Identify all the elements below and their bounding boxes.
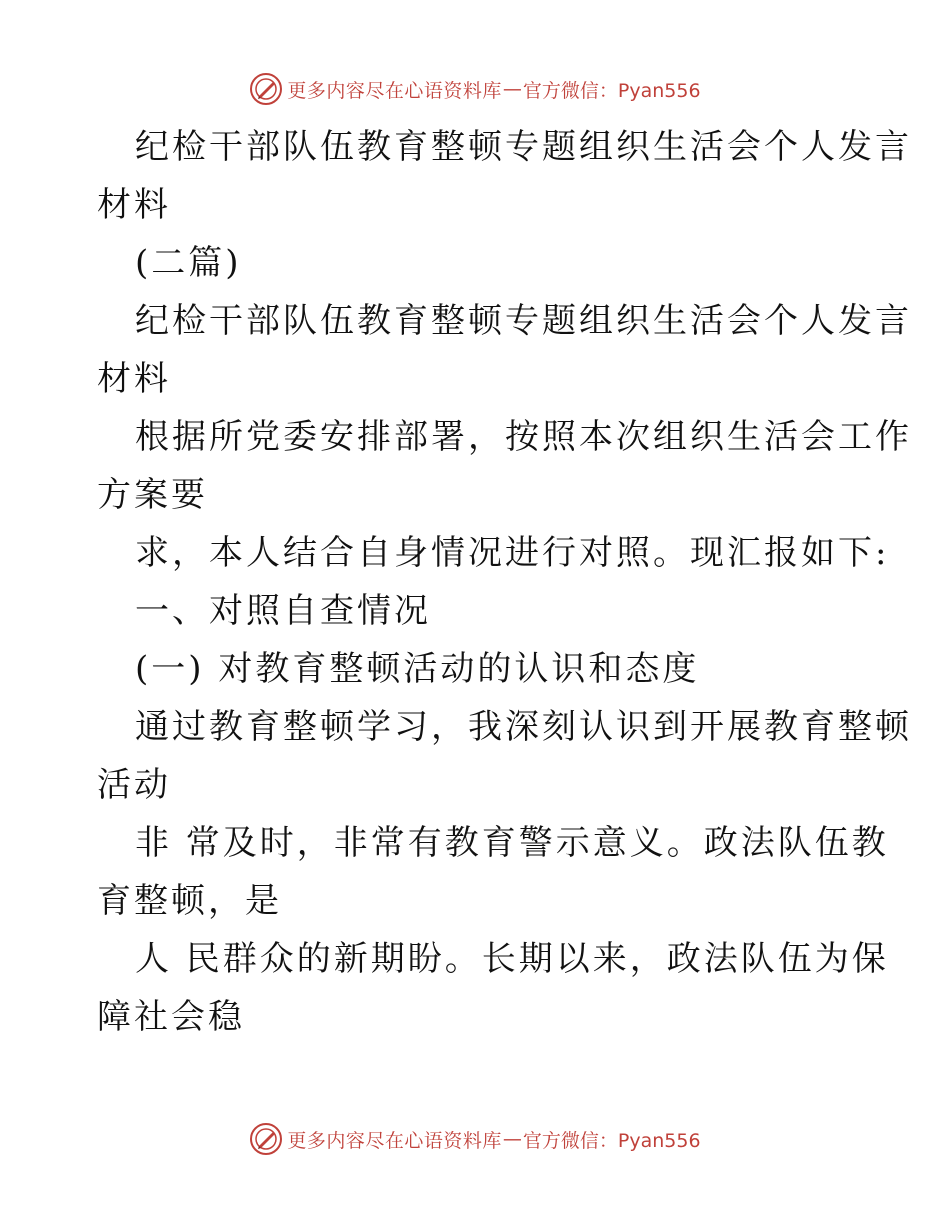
document-body [97, 118, 912, 1046]
doc-title-line-2: 材料 [97, 185, 171, 225]
pen-logo-icon [249, 72, 283, 106]
section-heading: 一、对照自查情况 [135, 591, 431, 631]
subsection-heading: (一) 对教育整顿活动的认识和态度 [135, 649, 700, 689]
paragraph-line: 求，本人结合自身情况进行对照。现汇报如下: [135, 533, 890, 573]
watermark-text: 更多内容尽在心语资料库 [287, 79, 502, 102]
watermark-text: 更多内容尽在心语资料库 [287, 1129, 502, 1152]
watermark-dash: — [502, 1128, 522, 1150]
watermark-wechat: 官方微信：Pyan556 [522, 79, 701, 102]
paragraph-line: 育整顿，是 [97, 881, 282, 921]
paragraph-line: 活动 [97, 765, 171, 805]
paragraph-line: 方案要 [97, 475, 208, 515]
doc-title-line-1: 纪检干部队伍教育整顿专题组织生活会个人发言 [135, 127, 912, 167]
doc-heading-line-1: 纪检干部队伍教育整顿专题组织生活会个人发言 [135, 301, 912, 341]
paragraph-line: 人 民群众的新期盼。长期以来，政法队伍为保 [135, 939, 889, 979]
paragraph-line: 通过教育整顿学习，我深刻认识到开展教育整顿 [135, 707, 912, 747]
doc-heading-line-2: 材料 [97, 359, 171, 399]
pen-logo-icon [249, 1122, 283, 1156]
paragraph-line: 非 常及时，非常有教育警示意义。政法队伍教 [135, 823, 889, 863]
paragraph-line: 根据所党委安排部署，按照本次组织生活会工作 [135, 417, 912, 457]
watermark-wechat: 官方微信：Pyan556 [522, 1129, 701, 1152]
doc-subtitle: (二篇) [135, 243, 242, 283]
header-watermark [0, 72, 950, 106]
watermark-dash: — [502, 78, 522, 100]
paragraph-line: 障社会稳 [97, 997, 245, 1037]
footer-watermark [0, 1122, 950, 1156]
